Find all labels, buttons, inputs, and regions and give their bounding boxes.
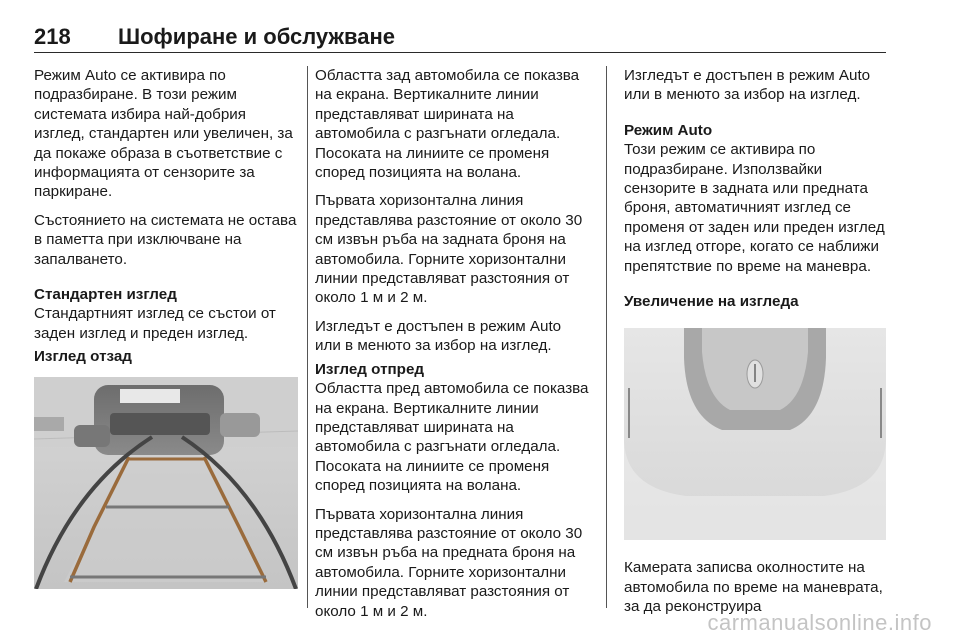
section-heading: Стандартен изглед bbox=[34, 286, 177, 304]
column-divider bbox=[307, 66, 308, 608]
section-heading: Изглед отзад bbox=[34, 348, 132, 366]
watermark: carmanualsonline.info bbox=[707, 610, 932, 635]
section-heading: Режим Auto bbox=[624, 121, 713, 139]
column-left bbox=[34, 66, 300, 589]
paragraph: Състоянието на системата не остава в паметта при изключване на запалването. bbox=[34, 211, 297, 268]
paragraph: Изгледът е достъпен в режим Auto или в менюто за избор на изглед. bbox=[315, 317, 562, 355]
section-heading: Увеличение на изгледа bbox=[624, 293, 799, 311]
page-number: 218 bbox=[34, 24, 71, 49]
column-middle bbox=[315, 66, 591, 630]
paragraph: Първата хоризонтална линия представлява разстояние от около 30 см извън ръба на задната броня на автомобила. Горните хоризонтални линии представляват разстояния от около 1 м и 2 м. bbox=[315, 192, 583, 307]
paragraph: Този режим се активира по подразбиране. Използвайки сензорите в задната или предната броня, автоматичният изглед се променя от заден или преден изглед на изглед отгоре, когато се наближи препятствие по време на маневра. bbox=[624, 141, 885, 275]
rear-camera-image bbox=[34, 377, 298, 589]
section-heading: Изглед отпред bbox=[315, 360, 425, 378]
paragraph: Камерата записва околностите на автомобила по време на маневрата, за да реконструира bbox=[624, 559, 883, 616]
column-divider bbox=[606, 66, 607, 608]
paragraph: Режим Auto се активира по подразбиране. В този режим системата избира най-добрия изглед, стандартен или увеличен, за да покаже образа в съответствие с информацията от сензорите за паркиране. bbox=[34, 67, 293, 201]
page-header bbox=[34, 18, 886, 53]
column-right bbox=[624, 66, 886, 626]
paragraph: Областта зад автомобила се показва на екрана. Вертикалните линии представляват ширината на автомобила с разгънати огледала. Посоката на линиите се променя според позицията на волана. bbox=[315, 67, 580, 182]
paragraph: Стандартният изглед се състои от заден изглед и преден изглед. bbox=[34, 305, 276, 342]
page-title: Шофиране и обслужване bbox=[118, 24, 396, 49]
paragraph: Първата хоризонтална линия представлява разстояние от около 30 см извън ръба на предната броня на автомобила. Горните хоризонтални линии представляват разстояния от около 1 м и 2 м. bbox=[315, 505, 583, 620]
paragraph: Областта пред автомобила се показва на екрана. Вертикалните линии представляват ширината на автомобила с разгънати огледала. Посоката на линиите се променя според позицията на волана. bbox=[315, 380, 589, 495]
top-view-image bbox=[624, 328, 886, 540]
paragraph: Изгледът е достъпен в режим Auto или в менюто за избор на изглед. bbox=[624, 67, 871, 104]
